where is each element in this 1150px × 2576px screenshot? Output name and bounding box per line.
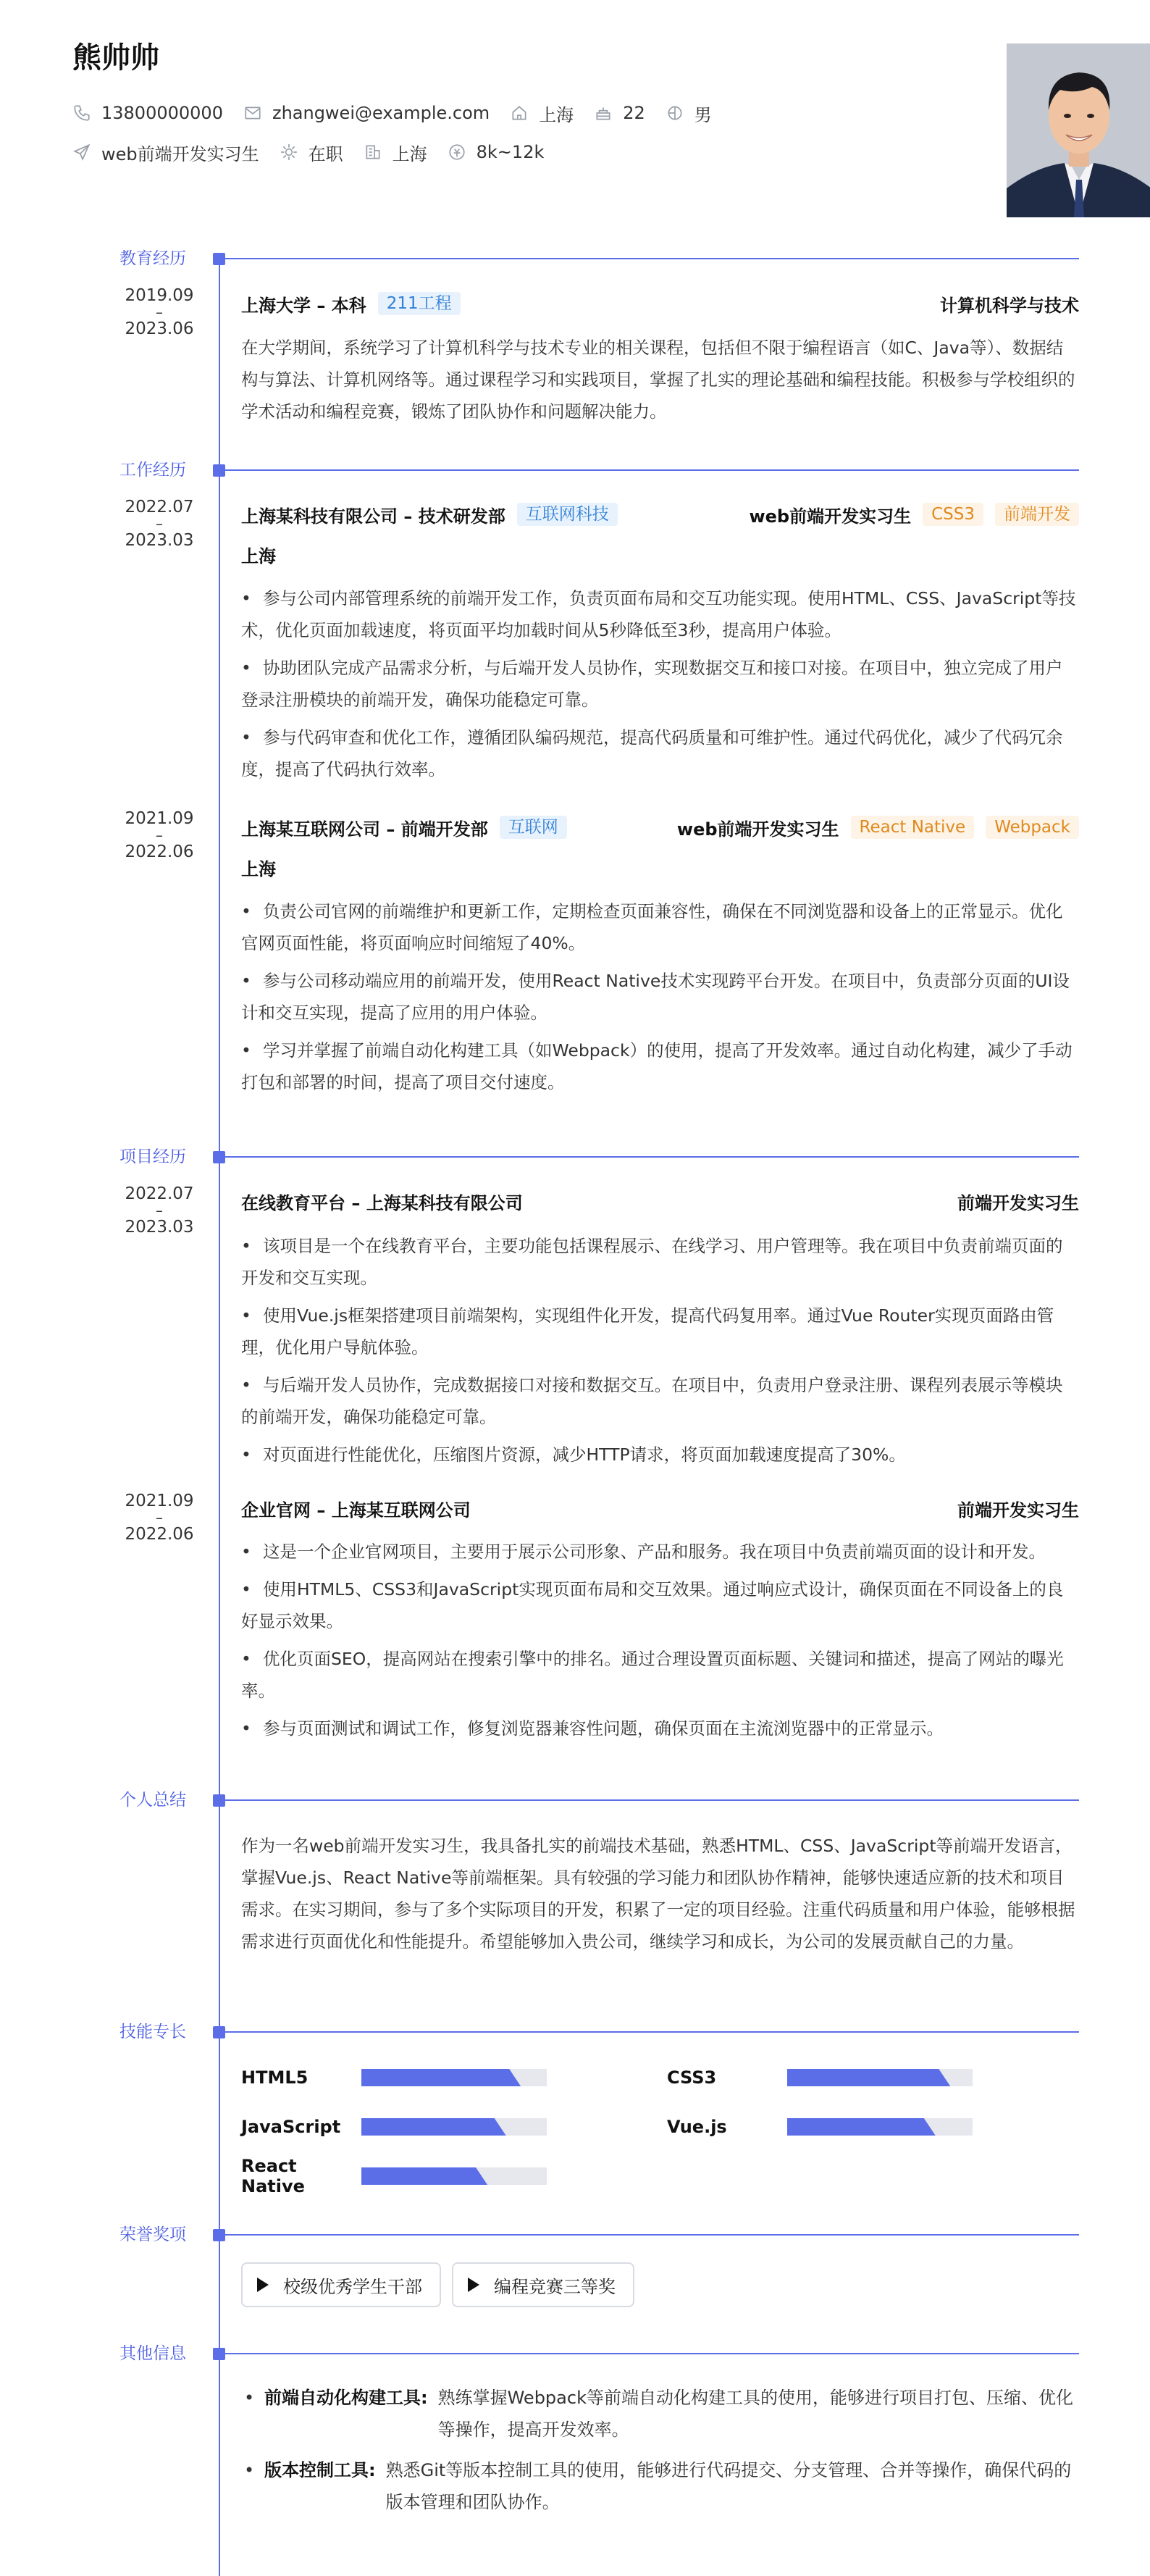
project-bullets — [241, 1230, 1079, 1476]
skill-bar — [361, 2069, 547, 2086]
skill-item — [241, 2114, 547, 2140]
list-item: • 参与公司移动端应用的前端开发，使用React Native技术实现跨平台开发。在项目中，负责部分页面的UI设计和交互实现，提高了应用的用户体验。 — [241, 971, 1070, 1023]
date-start: 2022.07 — [125, 498, 194, 517]
major-name: 计算机科学与技术 — [940, 295, 1079, 316]
skill-tag: 前端开发 — [995, 503, 1079, 526]
section-title: 个人总结 — [119, 1791, 186, 1810]
coin-icon — [448, 143, 466, 162]
date-end: 2023.03 — [125, 1218, 194, 1237]
section-honors — [0, 2224, 1150, 2246]
play-icon — [466, 2277, 481, 2293]
age-text: 22 — [623, 103, 645, 123]
skill-name: Vue.js — [667, 2117, 727, 2137]
date-separator: – — [156, 304, 163, 321]
section-divider — [224, 258, 1079, 259]
project-date — [116, 1489, 203, 1546]
date-start: 2021.09 — [125, 809, 194, 828]
status-info — [280, 140, 343, 165]
building-icon — [364, 143, 382, 162]
gender-info — [666, 101, 712, 126]
gender-text: 男 — [694, 104, 712, 125]
date-end: 2022.06 — [125, 1525, 194, 1544]
work-city: 上海 — [241, 546, 276, 566]
skill-name: JavaScript — [241, 2117, 341, 2137]
job-info-row — [72, 139, 564, 165]
section-marker — [213, 2348, 225, 2360]
status-text: 在职 — [308, 143, 343, 164]
section-title: 荣誉奖项 — [119, 2225, 186, 2244]
section-work — [0, 459, 1150, 481]
other-key: 前端自动化构建工具: — [264, 2388, 428, 2408]
section-title: 技能专长 — [119, 2023, 186, 2041]
education-head — [241, 290, 1079, 317]
skill-name: CSS3 — [667, 2067, 717, 2088]
profile-photo — [1007, 43, 1150, 217]
honor-label: 编程竞赛三等奖 — [494, 2276, 616, 2297]
date-separator: – — [156, 1509, 163, 1526]
skill-bar — [787, 2069, 973, 2086]
section-marker — [213, 2026, 225, 2038]
salary-info — [448, 142, 545, 162]
section-title: 项目经历 — [119, 1147, 186, 1166]
work-bullets — [241, 895, 1079, 1104]
skill-item — [241, 2156, 547, 2196]
section-marker — [213, 2229, 225, 2241]
section-divider — [224, 2234, 1079, 2236]
candidate-name: 熊帅帅 — [72, 41, 159, 75]
list-item: • 参与公司内部管理系统的前端开发工作，负责页面布局和交互功能实现。使用HTML、CSS、JavaScript等技术，优化页面加载速度，将页面平均加载时间从5秒降低至3秒，提高用户体验。 — [241, 588, 1076, 640]
list-item: • 对页面进行性能优化，压缩图片资源，减少HTTP请求，将页面加载速度提高了30%。 — [241, 1444, 906, 1465]
section-projects — [0, 1146, 1150, 1168]
work-head — [241, 814, 1079, 840]
target-city-info — [364, 140, 427, 165]
section-divider — [224, 2353, 1079, 2354]
project-role: 前端开发实习生 — [957, 1192, 1079, 1213]
date-separator: – — [156, 827, 163, 844]
target-city-text: 上海 — [392, 143, 427, 164]
position-name: web前端开发实习生 — [749, 506, 912, 527]
project-head — [241, 1188, 1079, 1214]
work-date — [116, 807, 203, 863]
education-date — [116, 284, 203, 340]
gender-icon — [666, 104, 684, 122]
city-info — [510, 101, 574, 126]
position-name: web前端开发实习生 — [676, 819, 839, 840]
home-icon — [510, 104, 529, 122]
industry-tag: 互联网 — [500, 816, 567, 839]
section-divider — [224, 1156, 1079, 1158]
section-education — [0, 248, 1150, 269]
other-value: 熟练掌握Webpack等前端自动化构建工具的使用，能够进行项目打包、压缩、优化等操作，提高开发效率。 — [437, 2388, 1073, 2440]
project-date — [116, 1182, 203, 1239]
list-item: • 使用Vue.js框架搭建项目前端架构，实现组件化开发，提高代码复用率。通过Vue Router实现页面路由管理，优化用户导航体验。 — [241, 1305, 1054, 1358]
resume-header — [72, 38, 1079, 219]
skill-item — [667, 2065, 973, 2091]
date-end: 2022.06 — [125, 842, 194, 861]
skill-tag: Webpack — [986, 816, 1079, 839]
date-start: 2019.09 — [125, 286, 194, 305]
list-item: • 参与页面测试和调试工作，修复浏览器兼容性问题，确保页面在主流浏览器中的正常显示。 — [241, 1718, 944, 1739]
other-info-list — [241, 2382, 1079, 2527]
status-icon — [280, 143, 298, 162]
mail-icon — [243, 104, 262, 122]
date-end: 2023.06 — [125, 319, 194, 338]
skill-bar — [787, 2118, 973, 2136]
phone-info — [72, 103, 223, 123]
date-end: 2023.03 — [125, 531, 194, 550]
list-item: • 与后端开发人员协作，完成数据接口对接和数据交互。在项目中，负责用户登录注册、课程列表展示等模块的前端开发，确保功能稳定可靠。 — [241, 1375, 1063, 1427]
email-text: zhangwei@example.com — [272, 103, 490, 123]
honor-badge — [241, 2262, 441, 2307]
skill-level — [361, 2069, 521, 2086]
age-info — [594, 103, 645, 123]
list-item: • 前端自动化构建工具: 熟练掌握Webpack等前端自动化构建工具的使用，能够进行项目打包、压缩、优化等操作，提高开发效率。 — [241, 2382, 1079, 2446]
project-role: 前端开发实习生 — [957, 1500, 1079, 1521]
cake-icon — [594, 104, 613, 122]
job-intent-text: web前端开发实习生 — [101, 143, 259, 164]
section-title: 教育经历 — [119, 249, 186, 268]
section-marker — [213, 1794, 225, 1807]
section-marker — [213, 253, 225, 265]
honor-badge — [452, 2262, 634, 2307]
skill-level — [361, 2118, 506, 2136]
skill-bar — [361, 2167, 547, 2185]
company-name: 上海某互联网公司 – 前端开发部 — [241, 819, 488, 840]
list-item: • 负责公司官网的前端维护和更新工作，定期检查页面兼容性，确保在不同浏览器和设备上的正常显示。优化官网页面性能，将页面响应时间缩短了40%。 — [241, 901, 1063, 953]
list-item: • 优化页面SEO，提高网站在搜索引擎中的排名。通过合理设置页面标题、关键词和描述，提高了网站的曝光率。 — [241, 1649, 1064, 1701]
skill-item — [667, 2114, 973, 2140]
section-title: 其他信息 — [119, 2344, 186, 2363]
list-item: • 这是一个企业官网项目，主要用于展示公司形象、产品和服务。我在项目中负责前端页面的设计和开发。 — [241, 1542, 1046, 1562]
skill-tag: React Native — [851, 816, 975, 839]
skill-level — [787, 2118, 936, 2136]
section-summary — [0, 1789, 1150, 1811]
list-item: • 参与代码审查和优化工作，遵循团队编码规范，提高代码质量和可维护性。通过代码优化，减少了代码冗余度，提高了代码执行效率。 — [241, 727, 1063, 779]
city-text: 上海 — [539, 104, 574, 125]
date-separator: – — [156, 515, 163, 532]
project-title: 企业官网 – 上海某互联网公司 — [241, 1500, 471, 1521]
list-item: • 协助团队完成产品需求分析，与后端开发人员协作，实现数据交互和接口对接。在项目中，独立完成了用户登录注册模块的前端开发，确保功能稳定可靠。 — [241, 658, 1063, 710]
skill-name: HTML5 — [241, 2067, 309, 2088]
portrait-image — [1007, 43, 1150, 217]
work-head — [241, 501, 1079, 527]
work-city: 上海 — [241, 859, 276, 879]
work-date — [116, 495, 203, 552]
list-item: • 版本控制工具: 熟悉Git等版本控制工具的使用，能够进行代码提交、分支管理、合并等操作，确保代码的版本管理和团队协作。 — [241, 2454, 1079, 2518]
section-marker — [213, 464, 225, 477]
job-intent-info — [72, 140, 259, 165]
phone-icon — [72, 104, 91, 122]
section-title: 工作经历 — [119, 461, 186, 480]
section-marker — [213, 1151, 225, 1163]
salary-text: 8k~12k — [476, 142, 545, 162]
project-bullets — [241, 1536, 1079, 1750]
project-title: 在线教育平台 – 上海某科技有限公司 — [241, 1192, 523, 1213]
other-key: 版本控制工具: — [264, 2460, 376, 2480]
email-info — [243, 103, 490, 123]
work-bullets — [241, 582, 1079, 791]
school-name: 上海大学 – 本科 — [241, 295, 366, 316]
play-icon — [256, 2277, 270, 2293]
project-head — [241, 1495, 1079, 1521]
section-skills — [0, 2021, 1150, 2043]
education-description: 在大学期间，系统学习了计算机科学与技术专业的相关课程，包括但不限于编程语言（如C、Java等）、数据结构与算法、计算机网络等。通过课程学习和实践项目，掌握了扎实的理论基础和编程技能。积极参与学校组织的学术活动和编程竞赛，锻炼了团队协作和问题解决能力。 — [241, 338, 1075, 422]
date-start: 2022.07 — [125, 1184, 194, 1203]
list-item: • 该项目是一个在线教育平台，主要功能包括课程展示、在线学习、用户管理等。我在项目中负责前端页面的开发和交互实现。 — [241, 1236, 1063, 1288]
basic-info-row — [72, 100, 732, 126]
other-value: 熟悉Git等版本控制工具的使用，能够进行代码提交、分支管理、合并等操作，确保代码的版本管理和团队协作。 — [385, 2460, 1072, 2512]
list-item: • 学习并掌握了前端自动化构建工具（如Webpack）的使用，提高了开发效率。通过自动化构建，减少了手动打包和部署的时间，提高了项目交付速度。 — [241, 1040, 1073, 1092]
skill-level — [361, 2167, 487, 2185]
date-separator: – — [156, 1202, 163, 1219]
skill-bar — [361, 2118, 547, 2136]
school-tag: 211工程 — [378, 292, 461, 315]
summary-text: 作为一名web前端开发实习生，我具备扎实的前端技术基础，熟悉HTML、CSS、JavaScript等前端开发语言，掌握Vue.js、React Native等前端框架。具有较强的学习能力和团队协作精神，能够快速适应新的技术和项目需求。在实习期间，参与了多个实际项目的开发，积累了一定的项目经验。注重代码质量和用户体验，能够根据需求进行页面优化和性能提升。希望能够加入贵公司，继续学习和成长，为公司的发展贡献自己的力量。 — [241, 1836, 1075, 1952]
skill-name: React Native — [241, 2156, 305, 2196]
skill-tag: CSS3 — [923, 503, 983, 526]
section-divider — [224, 469, 1079, 471]
list-item: • 使用HTML5、CSS3和JavaScript实现页面布局和交互效果。通过响应式设计，确保页面在不同设备上的良好显示效果。 — [241, 1579, 1064, 1631]
phone-text: 13800000000 — [101, 103, 223, 123]
section-divider — [224, 1799, 1079, 1801]
skill-level — [787, 2069, 950, 2086]
send-icon — [72, 143, 91, 162]
skill-item — [241, 2065, 547, 2091]
section-other — [0, 2343, 1150, 2364]
industry-tag: 互联网科技 — [517, 503, 618, 526]
honor-label: 校级优秀学生干部 — [283, 2276, 422, 2297]
section-divider — [224, 2031, 1079, 2033]
company-name: 上海某科技有限公司 – 技术研发部 — [241, 506, 505, 527]
date-start: 2021.09 — [125, 1492, 194, 1510]
